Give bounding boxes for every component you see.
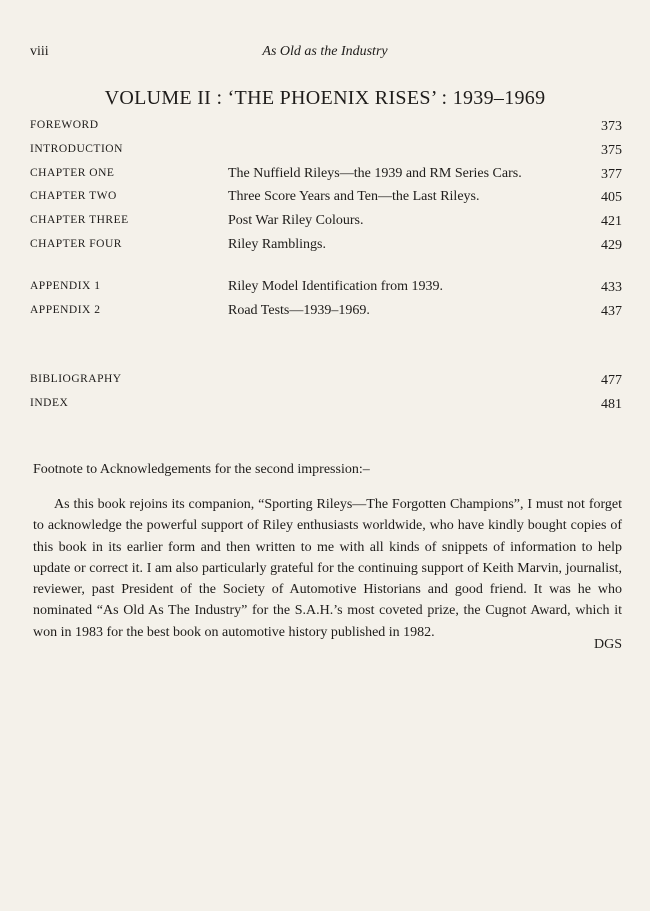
toc-page-number: 429 — [601, 238, 622, 253]
toc-page-number: 421 — [601, 214, 622, 229]
toc-label: APPENDIX 1 — [30, 280, 101, 292]
toc-row-bibliography — [30, 373, 622, 393]
toc-page-number: 477 — [601, 373, 622, 388]
toc-label: INDEX — [30, 397, 69, 409]
toc-page-number: 405 — [601, 190, 622, 205]
toc-row-chapter-one — [30, 167, 622, 187]
toc-chapter-title: Road Tests—1939–1969. — [228, 303, 370, 318]
toc-row-appendix-2 — [30, 304, 622, 324]
toc-row-introduction — [30, 143, 622, 163]
footnote-paragraph: As this book rejoins its companion, “Sporting Rileys—The Forgotten Champions”, I must not forget to acknowledge the powerful support of Riley enthusiasts worldwide, who have kindly bought copies of this book in its earlier form and then written to me with all kinds of snippets of information to help update or correct it. I am also particularly grateful for the continuing support of Keith Marvin, journalist, reviewer, past President of the Society of Automotive Historians and good friend. It was he who nominated “As Old As The Industry” for the S.A.H.’s most coveted prize, the Cugnot Award, which it won in 1983 for the best book on automotive history published in 1982. — [33, 497, 622, 640]
toc-row-foreword — [30, 119, 622, 139]
toc-label: FOREWORD — [30, 119, 99, 131]
toc-label: BIBLIOGRAPHY — [30, 373, 122, 385]
toc-chapter-title: Three Score Years and Ten—the Last Rileys. — [228, 189, 480, 204]
toc-label: CHAPTER THREE — [30, 214, 129, 226]
page-folio: viii — [30, 44, 49, 59]
author-initials: DGS — [593, 637, 622, 652]
toc-label: CHAPTER TWO — [30, 190, 117, 202]
toc-page-number: 433 — [601, 280, 622, 295]
toc-chapter-title: The Nuffield Rileys—the 1939 and RM Series Cars. — [228, 166, 522, 181]
toc-page-number: 481 — [601, 397, 622, 412]
toc-chapter-title: Post War Riley Colours. — [228, 213, 364, 228]
toc-label: CHAPTER FOUR — [30, 238, 122, 250]
toc-label: CHAPTER ONE — [30, 167, 115, 179]
toc-page-number: 377 — [601, 167, 622, 182]
toc-label: INTRODUCTION — [30, 143, 123, 155]
toc-row-chapter-four — [30, 238, 622, 258]
toc-label: APPENDIX 2 — [30, 304, 101, 316]
toc-row-chapter-two — [30, 190, 622, 210]
toc-page-number: 373 — [601, 119, 622, 134]
toc-row-index — [30, 397, 622, 417]
toc-page-number: 375 — [601, 143, 622, 158]
toc-row-chapter-three — [30, 214, 622, 234]
footnote-heading: Footnote to Acknowledgements for the second impression:– — [33, 462, 370, 477]
toc-row-appendix-1 — [30, 280, 622, 300]
toc-chapter-title: Riley Model Identification from 1939. — [228, 279, 444, 294]
toc-page-number: 437 — [601, 304, 622, 319]
toc-chapter-title: Riley Ramblings. — [228, 237, 326, 252]
running-title: As Old as the Industry — [262, 44, 388, 59]
volume-title: VOLUME II : ‘THE PHOENIX RISES’ : 1939–1969 — [104, 87, 546, 109]
